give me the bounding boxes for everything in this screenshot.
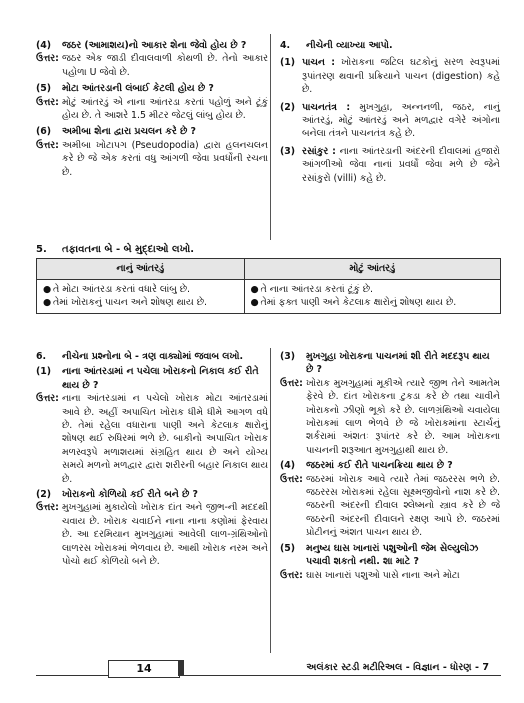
right-top-column	[280, 36, 500, 185]
definition-text: મુખગુહા, અન્નનળી, જઠર, નાનું આંતરડું, મોટું આંતરડું અને મળદ્વાર વગેરે અંગોના બનેલા તંત્રને પાચનતંત્ર કહે છે.	[302, 101, 500, 140]
footer-rule	[36, 675, 108, 676]
bullet-icon: ●	[43, 297, 52, 309]
question-text: અમીબા શેના દ્વારા પ્રચલન કરે છે ?	[62, 126, 196, 138]
answer-text: મુખગુહામાં મુકાયેલો ખોરાક દાંત અને જીભ-ની મદદથી ચવાય છે. ખોરાક ચવાઈને નાના નાના કણોમાં ફેરવાય છે. આ દરમિયાન મુખગુહામાં આવેલી લાળ-ગ્રંથિઓનો લાળરસ ખોરાકમાં ભેળવાય છે. આથી ખોરાક નરમ અને પોચો થઈ કોળિયો બને છે.	[62, 502, 268, 568]
left-bottom-column	[36, 350, 268, 569]
table-header: મોટું આંતરડું	[244, 259, 500, 280]
question-text: જઠર (આમાશય)નો આકાર શેના જેવો હોય છે ?	[62, 40, 247, 51]
question-number: (2)	[36, 489, 52, 501]
section-number: 6.	[36, 351, 47, 362]
table-header: નાનું આંતરડું	[37, 259, 245, 280]
answer-label: ઉત્તર:	[36, 96, 59, 108]
question-number: (1)	[36, 366, 52, 378]
qa-item	[280, 350, 500, 457]
definition-number: (3)	[280, 145, 296, 157]
left-top-column	[36, 36, 268, 179]
definition-term: પાચનતંત્ર :	[302, 101, 351, 113]
answer-text: જઠર એક જાડી દીવાલવાળી કોથળી છે. તેનો આકાર પહોળા U જેવો છે.	[62, 53, 268, 78]
qa-item	[280, 542, 500, 582]
question-text: મોટા આંતરડાની લંબાઈ કેટલી હોય છે ?	[62, 83, 214, 95]
answer-label: ઉત્તર:	[36, 139, 59, 151]
definition-term: પાચન :	[302, 57, 336, 69]
question-text: ખોરાકનો કોળિયો કઈ રીતે બને છે ?	[62, 489, 198, 501]
answer-text: મોટું આંતરડું એ નાના આંતરડા કરતાં પહોળું અને ટૂંકું હોય છે. તે આશરે 1.5 મીટર જેટલું લાંબુ હોય છે.	[62, 96, 268, 122]
definition-item	[280, 145, 500, 185]
question-text: જઠરમાં કઈ રીતે પાચનક્રિયા થાય છે ?	[306, 460, 453, 472]
question-number: (4)	[280, 460, 296, 472]
section-number: 5.	[36, 244, 47, 255]
question-number: (5)	[36, 83, 52, 95]
qa-item	[36, 365, 268, 486]
bullet-icon: ●	[250, 297, 259, 309]
definition-item	[280, 56, 500, 96]
comparison-table	[36, 258, 501, 314]
footer-rule	[184, 675, 501, 676]
section-heading: નીચેની વ્યાખ્યા આપો.	[306, 40, 393, 51]
answer-text: ખોરાક મુખગુહામાં મૂકીએ ત્યારે જીભ તેને આમતેમ ફેરવે છે. દાંત ખોરાકના ટુકડા કરે છે તથા ચાવીને ખોરાકનો ઝીણો ભૂકો કરે છે. લાળગ્રંથિઓ ચવાયેલા ખોરાકમાં લાળ ભેળવે છે જે ખોરાકમાંના સ્ટાર્ચનું શર્કરામાં અંશતઃ રૂપાંતર કરે છે. આમ ખોરાકના પાચનની શરૂઆત મુખગુહાથી થાય છે.	[306, 377, 500, 456]
answer-text: અમીબા ખોટાપગ (Pseudopodia) દ્વારા હલનચલન કરે છે જે એક કરતાં વધુ આંગળી જેવા પ્રવર્ધોની રચના છે.	[62, 139, 268, 178]
question-text: મુખગુહા ખોરાકના પાચનમાં શી રીતે મદદરૂપ થાય છે ?	[306, 351, 490, 376]
answer-label: ઉત્તર:	[280, 377, 303, 389]
definition-number: (1)	[280, 57, 296, 69]
definition-item	[280, 101, 500, 141]
section-title: તફાવતના બે - બે મુદ્દાઓ લખો.	[62, 244, 195, 255]
table-point: તેમાં ફક્ત પાણી અને કેટલાક ક્ષારોનું શોષણ થાય છે.	[260, 297, 457, 309]
footer-bar	[178, 660, 184, 676]
question-text: નાના આંતરડામાં ન પચેલા ખોરાકનો નિકાલ કઈ રીતે થાય છે ?	[62, 366, 259, 391]
section-heading: નીચેના પ્રશ્નોના બે - ત્રણ વાક્યોમાં જવાબ લખો.	[62, 351, 244, 362]
question-text: મનુષ્ય ઘાસ ખાનારાં પશુઓની જેમ સેલ્યુલોઝ પચાવી શકતો નથી. શા માટે ?	[306, 542, 479, 568]
question-number: (5)	[280, 542, 296, 554]
answer-label: ઉત્તર:	[36, 393, 59, 405]
column-divider	[270, 34, 271, 240]
answer-text: જઠરમાં ખોરાક આવે ત્યારે તેમાં જઠરરસ ભળે છે. જઠરરસ ખોરાકમાં રહેલા સૂક્ષ્મજીવોનો નાશ કરે છે. જઠરની અંદરની દીવાલ શ્લેષ્મનો સ્ત્રાવ કરે છે જે જઠરની અંદરની દીવાલને રક્ષણ આપે છે. જઠરમાં પ્રોટીનનું અંશત પાચન થાય છે.	[306, 473, 500, 539]
question-number: (4)	[36, 40, 52, 51]
question-number: (6)	[36, 126, 52, 138]
answer-label: ઉત્તર:	[36, 53, 59, 65]
qa-item	[36, 488, 268, 568]
definition-text: ખોરાકના જટિલ ઘટકોનું સરળ સ્વરૂપમાં રૂપાંતરણ થવાની પ્રક્રિયાને પાચન (digestion) કહે છે.	[302, 57, 501, 96]
right-bottom-column	[280, 350, 500, 582]
definition-text: નાના આંતરડાની અંદરની દીવાલમાં હજારો આંગળીઓ જેવા નાનાં પ્રવર્ધો જેવા મળે છે જેને રસાંકુરો (villi) કહે છે.	[302, 145, 501, 184]
qa-item	[36, 82, 268, 122]
section-number: 4.	[280, 40, 291, 51]
answer-text: નાના આંતરડામાં ન પચેલો ખોરાક મોટા આંતરડામાં આવે છે. અહીં અપાચિત ખોરાક ધીમે ધીમે આગળ વધે છે. તેમાં રહેલા વધારાના પાણી અને કેટલાક ક્ષારોનું શોષણ થઈ રુધિરમાં ભળે છે. બાકીનો અપાચિત ખોરાક મળસ્વરૂપે મળાશયમાં સંગ્રહિત થાય છે અને યોગ્ય સમયે મળનો મળદ્વાર દ્વારા શરીરની બહાર નિકાલ થાય છે.	[62, 393, 268, 485]
answer-text: ઘાસ ખાનારાં પશુઓ પાસે નાના અને મોટા	[306, 569, 460, 581]
answer-label: ઉત્તર:	[280, 473, 303, 485]
answer-label: ઉત્તર:	[280, 569, 303, 581]
qa-item	[280, 459, 500, 539]
bullet-icon: ●	[250, 284, 259, 295]
qa-item	[36, 125, 268, 179]
section-5-heading	[36, 243, 194, 256]
table-point: તે નાના આંતરડા કરતાં ટૂંકું છે.	[260, 284, 373, 295]
definition-number: (2)	[280, 101, 296, 113]
qa-item	[36, 39, 268, 79]
bullet-icon: ●	[43, 284, 52, 295]
table-point: તે મોટા આંતરડા કરતાં વધારે લાંબુ છે.	[53, 284, 190, 295]
answer-label: ઉત્તર:	[36, 502, 59, 514]
page-footer	[36, 660, 501, 676]
column-divider	[270, 348, 271, 653]
question-number: (3)	[280, 351, 296, 362]
table-point: તેમાં ખોરાકનું પાચન અને શોષણ થાય છે.	[53, 297, 207, 309]
footer-title: અલંકાર સ્ટડી મટીરિઅલ - વિજ્ઞાન - ધોરણ - 7	[306, 662, 489, 673]
definition-term: રસાંકુર :	[302, 145, 336, 157]
table-cell	[244, 280, 500, 314]
table-cell	[37, 280, 245, 314]
page-number: 14	[108, 660, 180, 678]
